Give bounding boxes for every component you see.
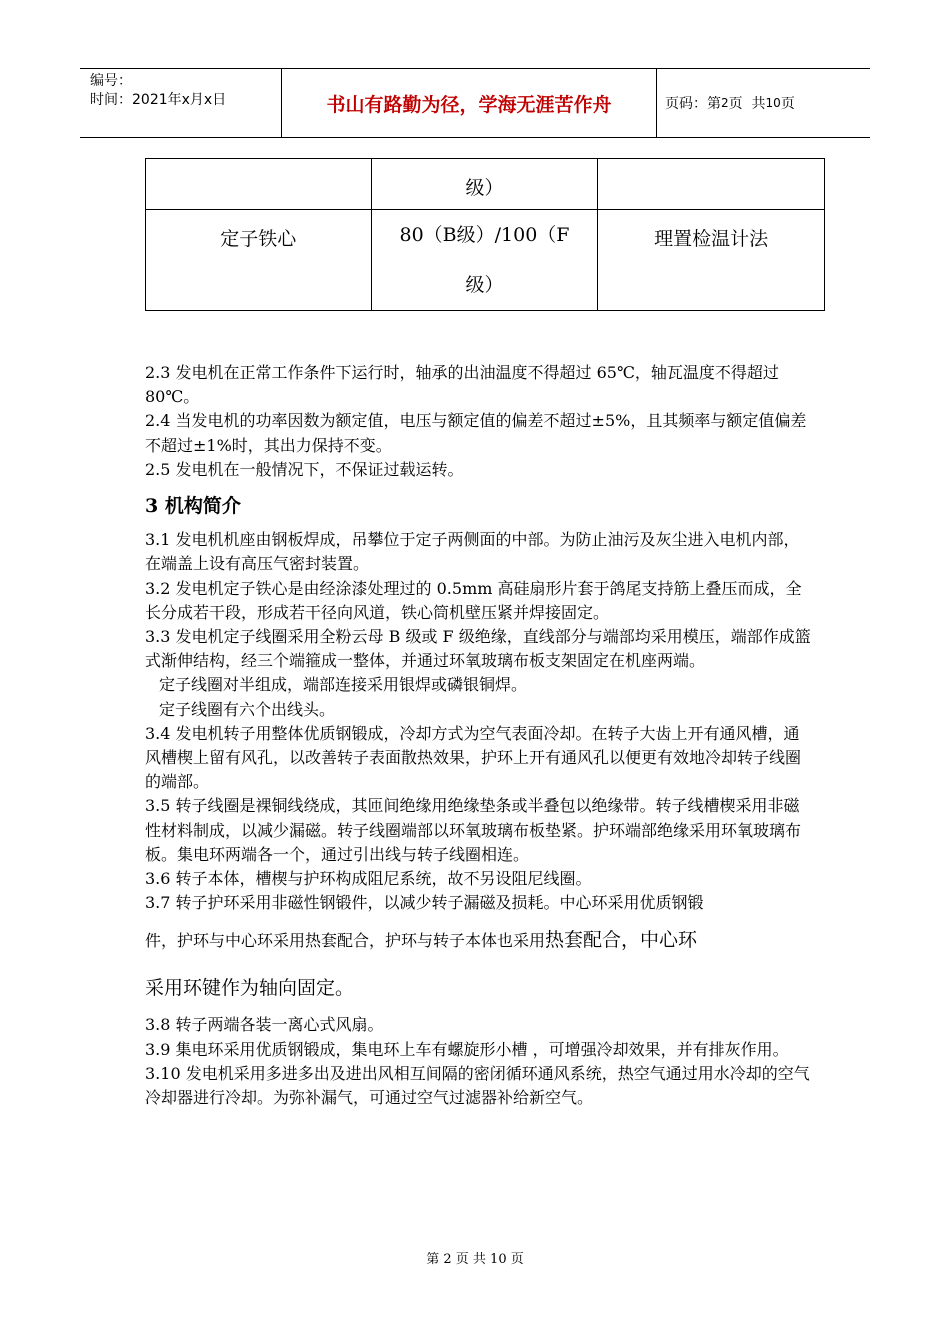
paragraph-2-3: 2.3 发电机在正常工作条件下运行时，轴承的出油温度不得超过 65℃，轴瓦温度不得超过 80℃。 <box>145 363 779 407</box>
paragraph-3-7-line3: 采用环键作为轴向固定。 <box>145 977 355 1000</box>
table-cell: 定子铁心 <box>146 210 372 311</box>
paragraph-3-9: 3.9 集电环采用优质钢锻成，集电环上车有螺旋形小槽 ，可增强冷却效果，并有排灰作用。 <box>145 1039 789 1059</box>
paragraph-3-3a: 定子线圈对半组成，端部连接采用银焊或磷银铜焊。 <box>159 675 528 695</box>
paragraph-3-2: 3.2 发电机定子铁心是由经涂漆处理过的 0.5mm 高硅扇形片套于鸽尾支持筋上叠压而成，全长分成若干段，形成若干径向风道，铁心筒机壁压紧并焊接固定。 <box>145 578 802 622</box>
paragraph-3-8: 3.8 转子两端各装一离心式风扇。 <box>145 1015 384 1035</box>
page-info-mid: 页 共 <box>728 96 766 112</box>
header-motto: 书山有路勤为径，学海无涯苦作舟 <box>282 69 657 137</box>
table-cell: 理置检温计法 <box>598 210 825 311</box>
paragraph-3-7-line2b: 热套配合，中心环 <box>545 929 698 952</box>
code-label: 编号： <box>90 73 132 89</box>
table-cell <box>146 159 372 210</box>
table-row <box>146 159 825 210</box>
page-info-suffix: 页 <box>780 96 795 112</box>
table-cell <box>598 159 825 210</box>
paragraph-3-7-line2a: 件，护环与中心环采用热套配合，护环与转子本体也采用 <box>145 931 546 951</box>
paragraph-3-4: 3.4 发电机转子用整体优质钢锻成，冷却方式为空气表面冷却。在转子大齿上开有通风槽，通风槽楔上留有风孔，以改善转子表面散热效果，护环上开有通风孔以便更有效地冷却转子线圈的端部。 <box>145 723 802 792</box>
paragraph-3-10: 3.10 发电机采用多进多出及进出风相互间隔的密闭循环通风系统，热空气通过用水冷却的空气冷却器进行冷却。为弥补漏气，可通过空气过滤器补给新空气。 <box>145 1063 810 1108</box>
table-cell-line: 80（B级）/100（F <box>399 224 570 246</box>
table-cell <box>371 210 598 311</box>
paragraph-2-4: 2.4 当发电机的功率因数为额定值，电压与额定值的偏差不超过±5%，且其频率与额定值偏差不超过±1%时，其出力保持不变。 <box>145 411 807 455</box>
page-header <box>80 68 870 138</box>
paragraph-3-7-line1: 3.7 转子护环采用非磁性钢锻件，以减少转子漏磁及损耗。中心环采用优质钢锻 <box>145 893 704 913</box>
spec-table <box>145 158 825 311</box>
table-cell-line: 级） <box>465 274 504 296</box>
paragraph-3-5: 3.5 转子线圈是裸铜线绕成，其匝间绝缘用绝缘垫条或半叠包以绝缘带。转子线槽楔采用非磁性材料制成，以减少漏磁。转子线圈端部以环氧玻璃布板垫紧。护环端部绝缘采用环氧玻璃布板。集电环两端各一个，通过引出线与转子线圈相连。 <box>145 796 802 864</box>
paragraph-3-7-line2 <box>145 925 815 955</box>
table-cell: 级） <box>371 159 598 210</box>
header-page-info <box>657 69 870 137</box>
paragraph-3-6: 3.6 转子本体，槽楔与护环构成阻尼系统，故不另设阻尼线圈。 <box>145 869 592 889</box>
paragraph-2-5: 2.5 发电机在一般情况下，不保证过载运转。 <box>145 459 464 479</box>
body-content <box>145 361 815 1110</box>
paragraph-3-1: 3.1 发电机机座由钢板焊成，吊攀位于定子两侧面的中部。为防止油污及灰尘进入电机内部，在端盖上设有高压气密封装置。 <box>145 530 800 574</box>
table-row <box>146 210 825 311</box>
page-total: 10 <box>765 96 781 110</box>
page-current: 2 <box>721 96 729 110</box>
section-3-title: 3 机构简介 <box>145 495 241 518</box>
page-footer: 第 2 页 共 10 页 <box>426 1252 524 1267</box>
time-label: 时间：2021年x月x日 <box>90 92 227 108</box>
header-meta <box>80 69 282 137</box>
paragraph-3-3b: 定子线圈有六个出线头。 <box>159 699 336 719</box>
page-info-prefix: 页码：第 <box>665 96 721 112</box>
paragraph-3-3: 3.3 发电机定子线圈采用全粉云母 B 级或 F 级绝缘，直线部分与端部均采用模压，端部作成篮式渐伸结构，经三个端箍成一整体，并通过环氧玻璃布板支架固定在机座两端。 <box>145 627 811 671</box>
